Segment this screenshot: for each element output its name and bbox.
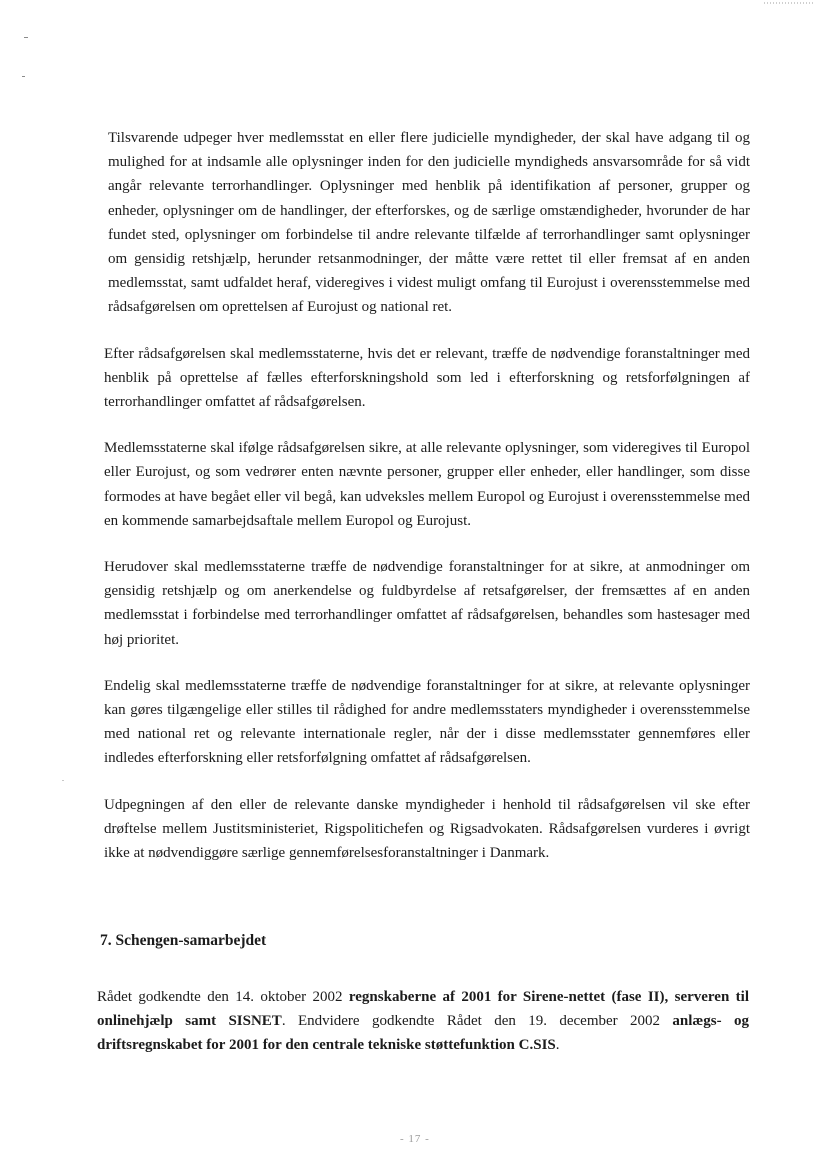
paragraph: Udpegningen af den eller de relevante danske myndigheder i henhold til rådsafgørelsen vil ske efter drøftelse mellem Justitsministeriet, Rigspolitichefen og Rigsadvokaten. Rådsafgørelsen vurderes i øvrigt ikke at nødvendiggøre særlige gennemførelsesforanstaltninger i Danmark.: [104, 796, 750, 862]
scan-mark: [24, 37, 28, 38]
paragraph: Tilsvarende udpeger hver medlemsstat en eller flere judicielle myndigheder, der skal have adgang til og mulighed for at indsamle alle oplysninger inden for den judicielle myndigheds ansvarsområde for så vidt angår relevante terrorhandlinger. Oplysninger med henblik på identifikation af personer, grupper og enheder, oplysninger om de handlinger, der efterforskes, og de særlige omstændigheder, hvorunder de har fundet sted, oplysninger om forbindelse til andre relevante tilfælde af terrorhandlinger samt oplysninger om gensidig retshjælp, herunder retsanmodninger, der måtte være rettet til eller fremsat af en anden medlemsstat, samt udfaldet heraf, videregives i videst muligt omfang til Eurojust i overensstemmelse med rådsafgørelsen om oprettelsen af Eurojust og national ret.: [108, 130, 750, 316]
text-run: . Endvidere godkendte Rådet den 19. december 2002: [281, 1013, 673, 1030]
paragraph: [97, 985, 749, 1058]
bold-run: regnskaberne af 2001 for Sirene-nettet (fase II), serveren til onlinehjælp samt SISNET: [97, 989, 749, 1030]
paragraph: Endelig skal medlemsstaterne træffe de nødvendige foranstaltninger for at sikre, at relevante oplysninger kan gøres tilgængelige eller stilles til rådighed for andre medlemsstaters myndigheder i overensstemmelse med national ret og relevante internationale regler, når der i disse medlemsstater gennemføres eller indledes efterforskning eller retsforfølgning omfattet af rådsafgørelsen.: [104, 677, 750, 767]
section-heading: 7. Schengen-samarbejdet: [100, 932, 267, 949]
paragraph: Efter rådsafgørelsen skal medlemsstaterne, hvis det er relevant, træffe de nødvendige foranstaltninger med henblik på oprettelse af fælles efterforskningshold som led i efterforskning og retsforfølgningen af terrorhandlinger omfattet af rådsafgørelsen.: [104, 345, 750, 411]
page-number: - 17 -: [400, 1133, 430, 1145]
text-run: .: [555, 1037, 560, 1054]
paragraph: Herudover skal medlemsstaterne træffe de nødvendige foranstaltninger for at sikre, at anmodninger om gensidig retshjælp og om anerkendelse og fuldbyrdelse af retsafgørelser, der fremsættes af en anden medlemsstat i forbindelse med terrorhandlinger omfattet af rådsafgørelsen, behandles som hastesager med høj prioritet.: [104, 559, 750, 648]
document-body: [104, 126, 750, 865]
bold-run: anlægs- og driftsregnskabet for 2001 for den centrale tekniske støttefunktion C.SIS: [97, 1013, 749, 1054]
scan-mark: [22, 76, 25, 77]
scan-mark: [62, 780, 64, 781]
paragraph: Medlemsstaterne skal ifølge rådsafgørelsen sikre, at alle relevante oplysninger, som videregives til Europol eller Eurojust, og som vedrører enten nævnte personer, grupper eller enheder, eller handlinger, som disse formodes at have begået eller vil begå, kan udveksles mellem Europol og Eurojust i overensstemmelse med en kommende samarbejdsaftale mellem Europol og Eurojust.: [104, 440, 750, 529]
scan-artifact: [764, 2, 814, 4]
text-run: Rådet godkendte den 14. oktober 2002: [97, 989, 349, 1005]
